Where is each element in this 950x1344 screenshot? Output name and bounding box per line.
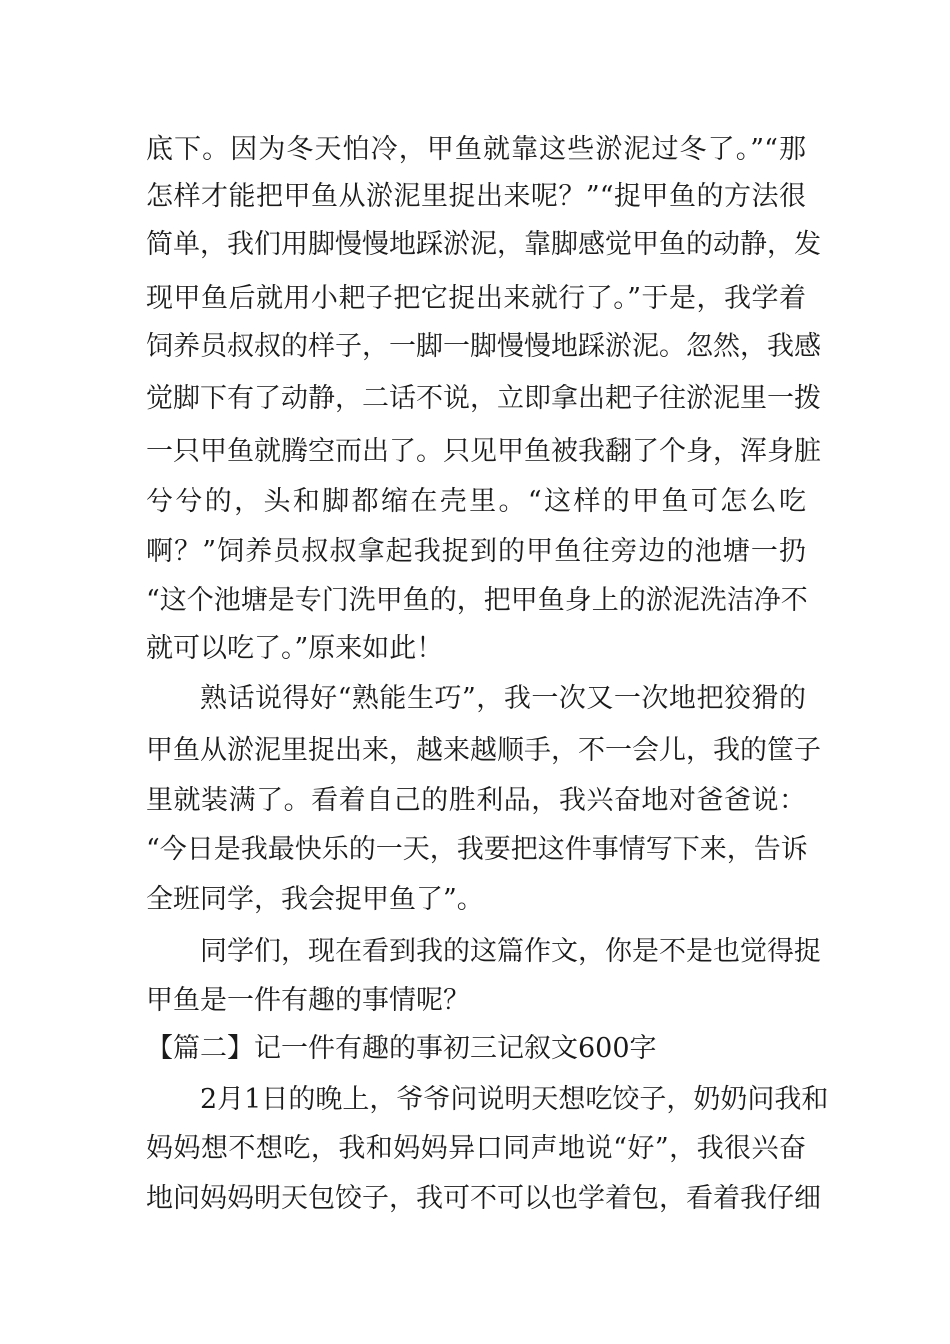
paragraph-2-line-3: 里就装满了。看着自己的胜利品，我兴奋地对爸爸说：	[146, 785, 806, 816]
paragraph-1-line-5: 饲养员叔叔的样子，一脚一脚慢慢地踩淤泥。忽然，我感	[146, 331, 821, 362]
paragraph-1-line-2: 怎样才能把甲鱼从淤泥里捉出来呢？”“捉甲鱼的方法很	[146, 181, 806, 212]
paragraph-2-line-5: 全班同学，我会捉甲鱼了”。	[146, 884, 484, 915]
paragraph-4-line-2: 妈妈想不想吃，我和妈妈异口同声地说“好”，我很兴奋	[146, 1133, 806, 1164]
paragraph-1-line-7: 一只甲鱼就腾空而出了。只见甲鱼被我翻了个身，浑身脏	[146, 436, 821, 467]
paragraph-1-line-11: 就可以吃了。”原来如此！	[146, 633, 444, 664]
paragraph-1-line-6: 觉脚下有了动静，二话不说，立即拿出耙子往淤泥里一拨	[146, 383, 821, 414]
paragraph-4-line-3: 地问妈妈明天包饺子，我可不可以也学着包，看着我仔细	[146, 1183, 821, 1214]
paragraph-3-line-2: 甲鱼是一件有趣的事情呢？	[146, 985, 470, 1016]
paragraph-2-line-1: 熟话说得好“熟能生巧”，我一次又一次地把狡猾的	[200, 683, 806, 714]
paragraph-4-line-1: 2月1日的晚上，爷爷问说明天想吃饺子，奶奶问我和	[200, 1084, 829, 1115]
paragraph-1-line-9: 啊？”饲养员叔叔拿起我捉到的甲鱼往旁边的池塘一扔	[146, 536, 806, 567]
paragraph-1-line-1: 底下。因为冬天怕冷，甲鱼就靠这些淤泥过冬了。”“那	[146, 134, 806, 165]
paragraph-1-line-4: 现甲鱼后就用小耙子把它捉出来就行了。”于是，我学着	[146, 283, 806, 314]
paragraph-2-line-2: 甲鱼从淤泥里捉出来，越来越顺手，不一会儿，我的筐子	[146, 735, 821, 766]
paragraph-1-line-10: “这个池塘是专门洗甲鱼的，把甲鱼身上的淤泥洗洁净不	[146, 585, 808, 616]
paragraph-1-line-3: 简单，我们用脚慢慢地踩淤泥，靠脚感觉甲鱼的动静，发	[146, 229, 821, 260]
paragraph-2-line-4: “今日是我最快乐的一天，我要把这件事情写下来，告诉	[146, 834, 808, 865]
paragraph-1-line-8: 兮兮的，头和脚都缩在壳里。“这样的甲鱼可怎么吃	[146, 486, 806, 517]
paragraph-3-line-1: 同学们，现在看到我的这篇作文，你是不是也觉得捉	[200, 936, 821, 967]
section-heading: 【篇二】记一件有趣的事初三记叙文600字	[146, 1033, 657, 1064]
